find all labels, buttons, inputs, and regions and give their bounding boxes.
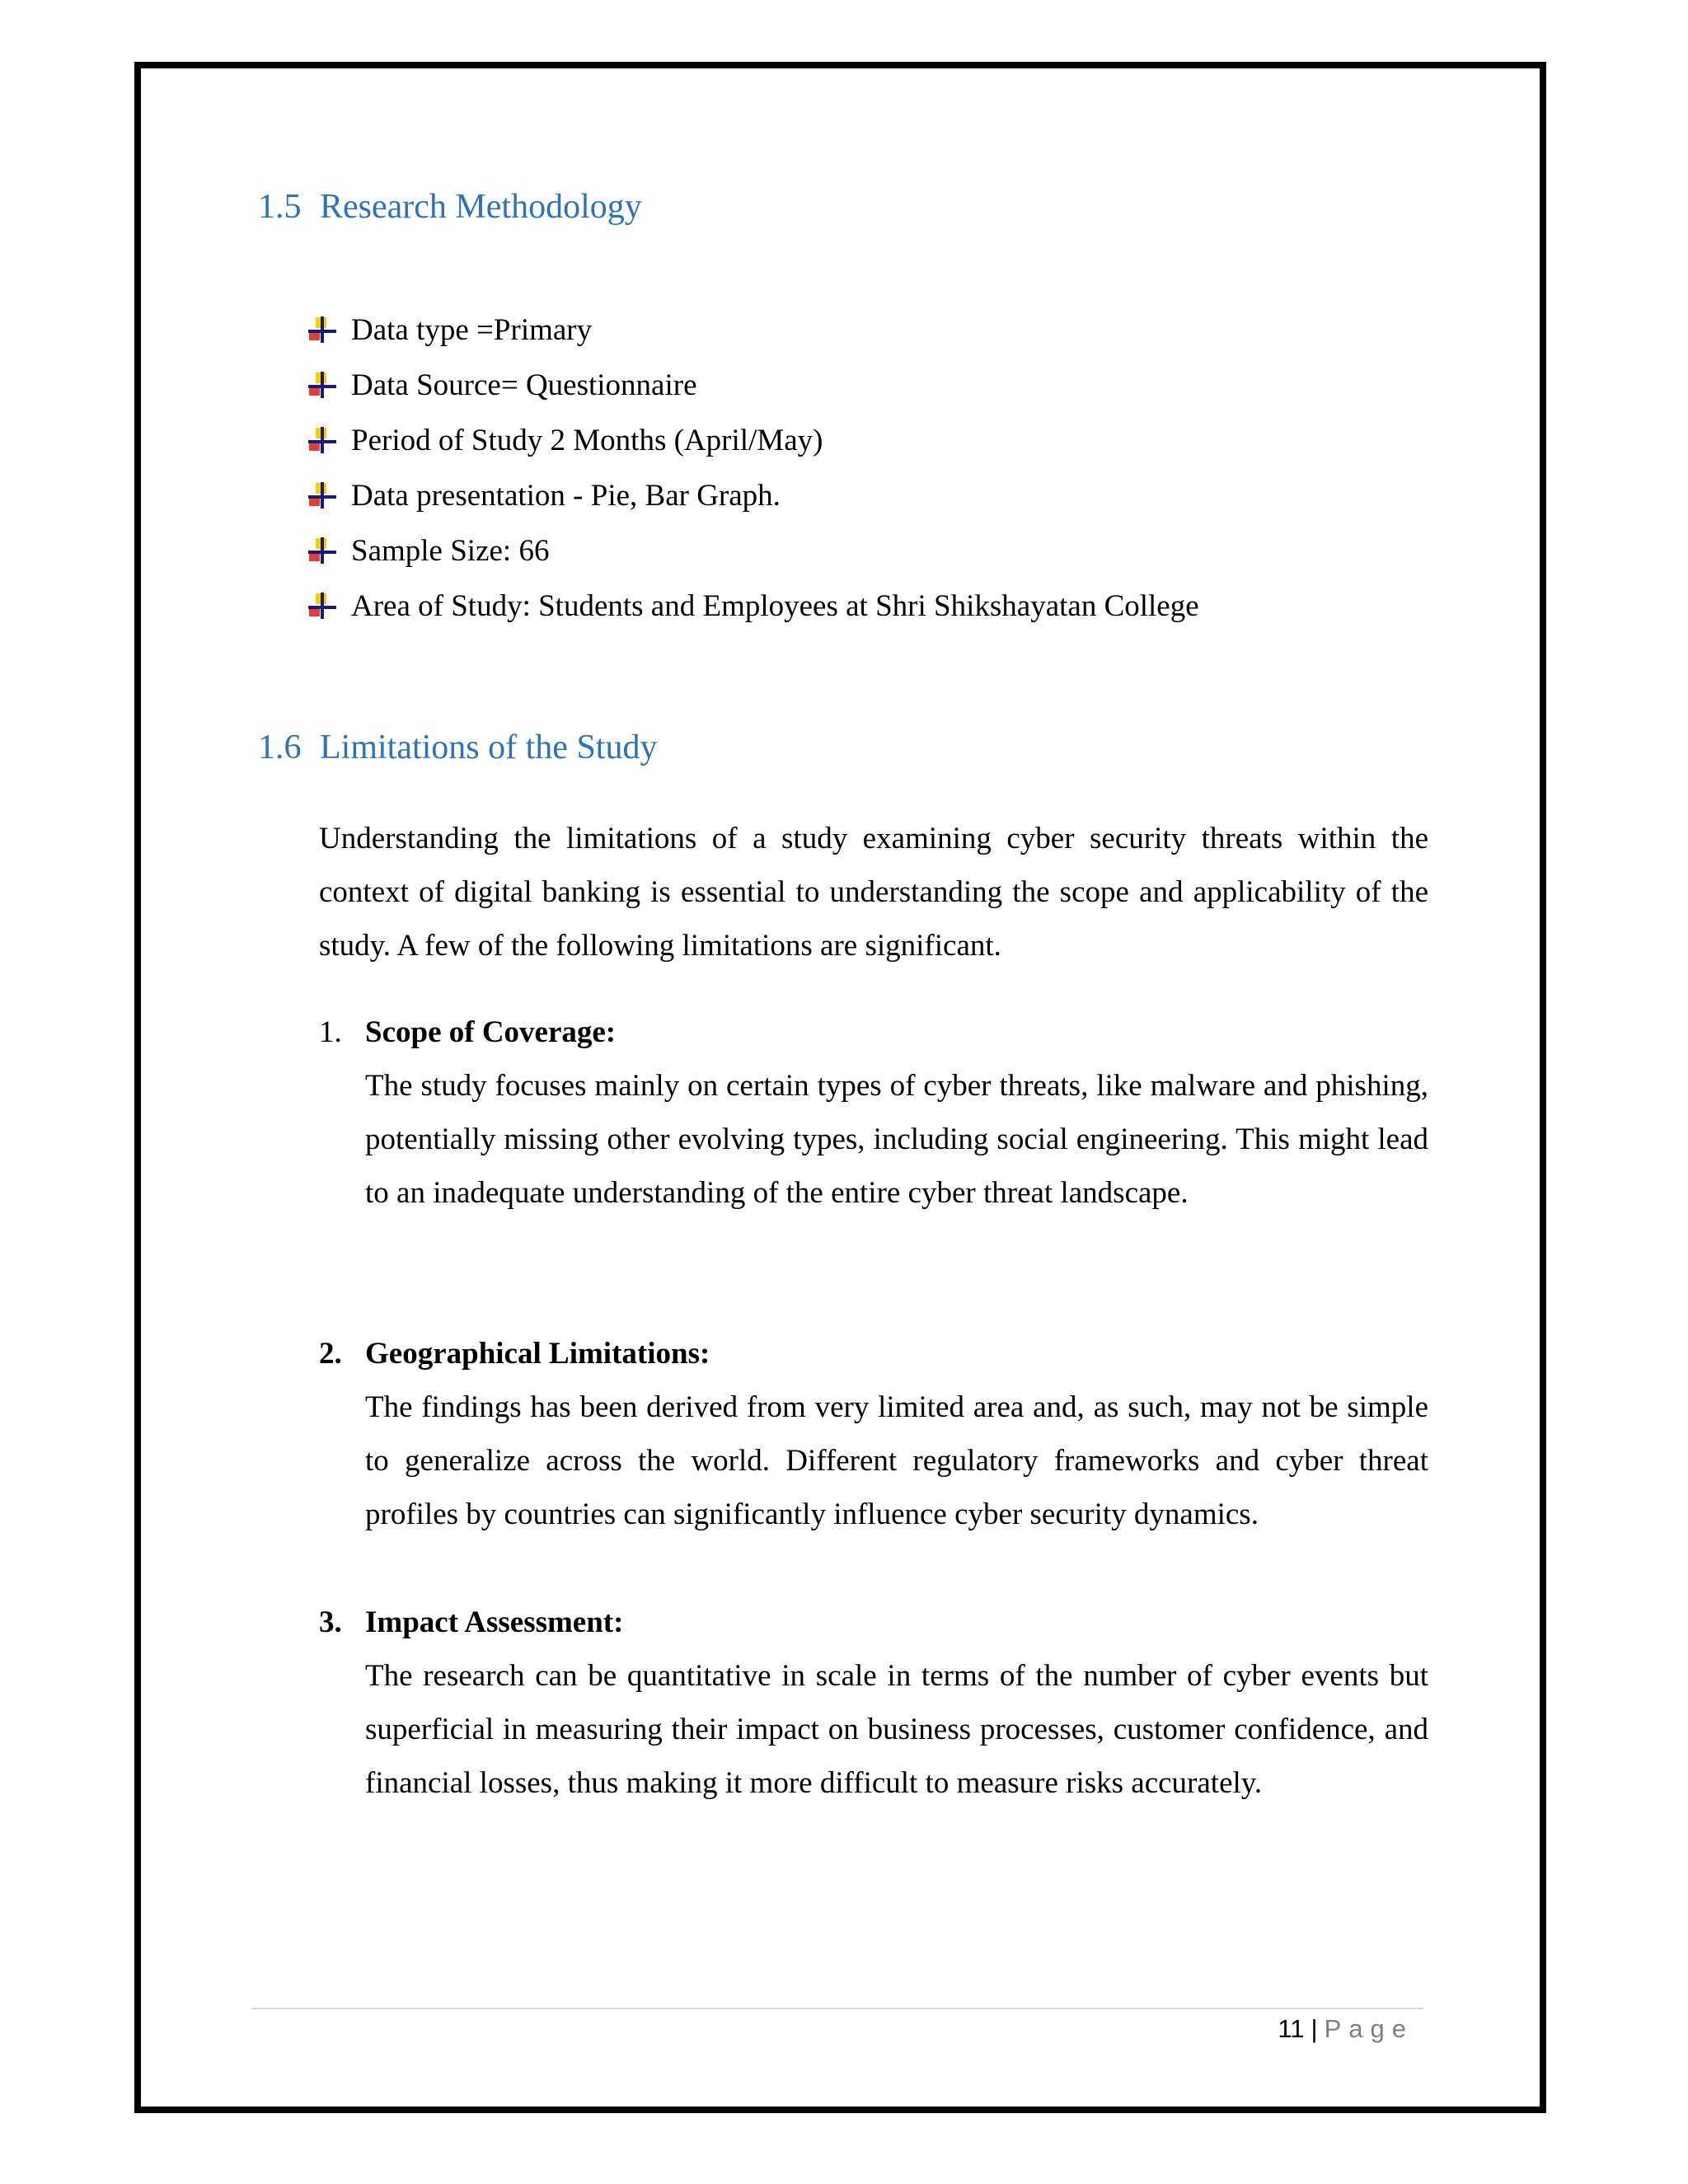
item-title: Impact Assessment: <box>365 1605 624 1639</box>
limitations-intro-paragraph: Understanding the limitations of a study examining cyber security threats within the context of digital banking is essential to understanding the scope and applicability of the study. A few of the following limitations are significant. <box>319 822 1428 963</box>
bullet-text: Data Source= Questionnaire <box>351 368 697 402</box>
section-title: Research Methodology <box>320 188 642 226</box>
pinwheel-bullet-icon <box>307 316 336 345</box>
section-heading-methodology <box>258 190 642 224</box>
item-body: The research can be quantitative in scale in terms of the number of cyber events but superficial in measuring their impact on business processes, customer confidence, and financial losses, thus making it more difficult to measure risks accurately. <box>365 1659 1428 1800</box>
limitation-item-scope <box>319 1005 1428 1220</box>
page-number: 11 <box>1278 2014 1305 2043</box>
item-body: The findings has been derived from very limited area and, as such, may not be simple to generalize across the world. Different regulatory frameworks and cyber threat profiles by countries can significantly influence cyber security dynamics. <box>365 1390 1428 1531</box>
methodology-bullet-list <box>307 302 1199 634</box>
item-number: 1. <box>319 1015 342 1049</box>
item-number: 3. <box>319 1605 342 1639</box>
page-label: Page <box>1324 2014 1414 2043</box>
page-footer <box>1278 2014 1414 2044</box>
pinwheel-bullet-icon <box>307 426 336 456</box>
bullet-text: Data type =Primary <box>351 313 593 347</box>
list-item <box>307 468 1199 523</box>
section-title: Limitations of the Study <box>320 729 658 766</box>
item-number: 2. <box>319 1337 342 1371</box>
limitation-item-impact <box>319 1596 1428 1810</box>
bullet-text: Data presentation - Pie, Bar Graph. <box>351 479 781 513</box>
pinwheel-bullet-icon <box>307 592 336 621</box>
limitation-item-geographical <box>319 1327 1428 1541</box>
item-body: The study focuses mainly on certain types of cyber threats, like malware and phishing, potentially missing other evolving types, including social engineering. This might lead to an inadequate understanding of the entire cyber threat landscape. <box>365 1069 1428 1210</box>
item-title: Geographical Limitations: <box>365 1337 710 1371</box>
section-number: 1.6 <box>258 729 302 766</box>
section-heading-limitations <box>258 730 657 765</box>
item-title: Scope of Coverage: <box>365 1015 617 1049</box>
bullet-text: Sample Size: 66 <box>351 534 550 568</box>
bullet-text: Period of Study 2 Months (April/May) <box>351 424 823 457</box>
list-item <box>307 302 1199 358</box>
section-number: 1.5 <box>258 188 302 226</box>
list-item <box>307 358 1199 413</box>
footer-separator: | <box>1311 2014 1318 2043</box>
list-item <box>307 579 1199 634</box>
pinwheel-bullet-icon <box>307 481 336 511</box>
bullet-text: Area of Study: Students and Employees at Shri Shikshayatan College <box>351 589 1199 623</box>
pinwheel-bullet-icon <box>307 537 336 566</box>
pinwheel-bullet-icon <box>307 371 336 401</box>
list-item <box>307 413 1199 468</box>
list-item <box>307 523 1199 579</box>
footer-divider <box>251 2008 1423 2009</box>
